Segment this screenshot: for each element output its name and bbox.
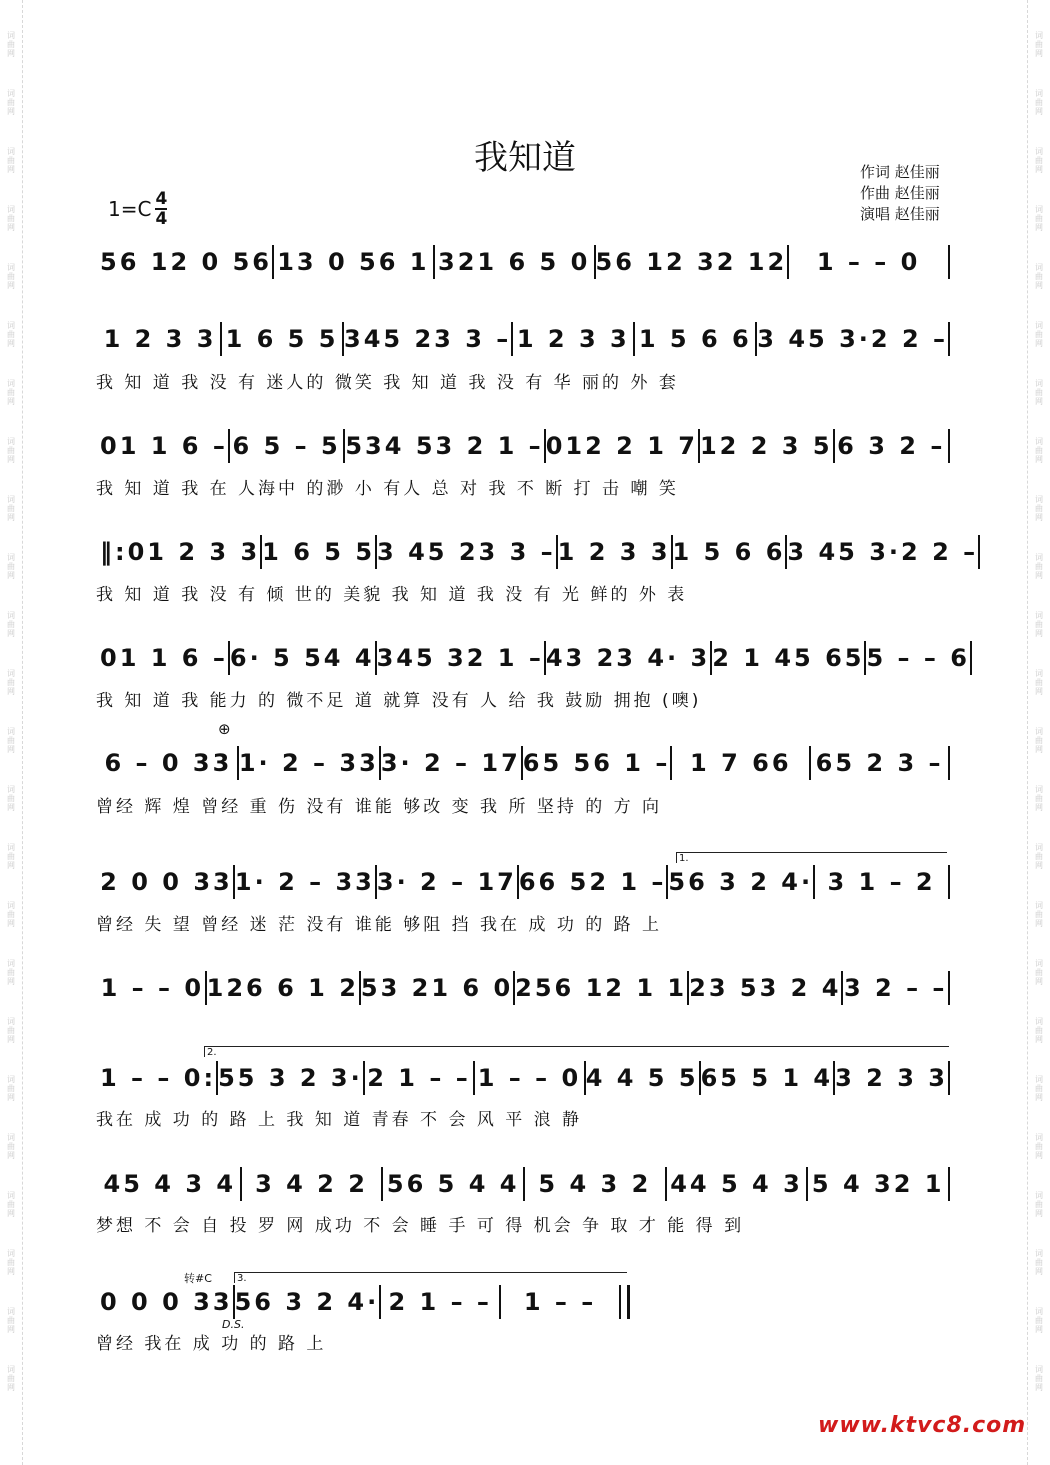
- watermark-text: 词曲网: [1034, 263, 1044, 290]
- measure: 3 45 3·2 2 –: [757, 325, 948, 353]
- barline: [948, 865, 950, 899]
- measure: 256 12 1 1: [515, 974, 688, 1002]
- watermark-text: 词曲网: [1034, 147, 1044, 174]
- volta-1: 1.: [676, 852, 947, 863]
- barline: [970, 641, 972, 675]
- measure: 1· 2 – 33: [234, 868, 375, 896]
- key-label: 1=C: [108, 197, 152, 221]
- measure: 012 2 1 7: [545, 432, 698, 460]
- watermark-text: 词曲网: [1034, 1133, 1044, 1160]
- watermark-text: 词曲网: [6, 843, 16, 870]
- staff-row: [100, 319, 950, 359]
- measure: 1 – – 0: [477, 1064, 582, 1092]
- measure: 6· 5 54 4: [229, 644, 375, 672]
- watermark-text: 词曲网: [6, 1307, 16, 1334]
- staff-row: [100, 1282, 630, 1322]
- watermark-text: 词曲网: [1034, 437, 1044, 464]
- watermark-text: 词曲网: [6, 611, 16, 638]
- barline: [948, 429, 950, 463]
- measure: 0 0 0 33: [100, 1288, 233, 1316]
- measure: 53 21 6 0: [360, 974, 514, 1002]
- watermark-text: 词曲网: [6, 901, 16, 928]
- watermark-text: 词曲网: [1034, 321, 1044, 348]
- measure: 45 4 3 4: [103, 1170, 237, 1198]
- measure: 23 53 2 4: [689, 974, 842, 1002]
- lyric-line: 曾经 失 望 曾经 迷 茫 没有 谁能 够阻 挡 我在 成 功 的 路 上: [96, 915, 663, 935]
- measure: 126 6 1 2: [206, 974, 359, 1002]
- watermark-text: 词曲网: [6, 437, 16, 464]
- measure: 43 23 4· 3: [545, 644, 711, 672]
- staff-row: [100, 638, 970, 678]
- staff-row: [100, 743, 950, 783]
- measure: 56 3 2 4·: [234, 1288, 380, 1316]
- coda-sign: ⊕: [218, 720, 231, 738]
- left-watermark-strip: [0, 0, 23, 1465]
- right-watermark-strip: [1027, 0, 1050, 1465]
- measure: 1· 2 – 33: [238, 749, 379, 777]
- barline: [948, 322, 950, 356]
- barline: [948, 746, 950, 780]
- singer-credit: 演唱 赵佳丽: [860, 205, 940, 223]
- measure: 56 5 4 4: [386, 1170, 520, 1198]
- measure: 44 5 4 3: [670, 1170, 803, 1198]
- measure: 1 – – 0:: [100, 1064, 217, 1092]
- measure: 3 2 3 3: [835, 1064, 948, 1092]
- volta-3: 3.: [234, 1272, 627, 1283]
- lyric-line: 我在 成 功 的 路 上 我 知 道 青春 不 会 风 平 浪 静: [96, 1110, 583, 1130]
- measure: 345 32 1 –: [376, 644, 544, 672]
- measure: 345 23 3 –: [344, 325, 512, 353]
- measure: 1 6 5 5: [225, 325, 339, 353]
- watermark-text: 词曲网: [1034, 727, 1044, 754]
- time-signature: [155, 190, 167, 228]
- barline: [978, 535, 980, 569]
- watermark-text: 词曲网: [1034, 901, 1044, 928]
- measure: 534 53 2 1 –: [345, 432, 544, 460]
- credits: [860, 162, 940, 225]
- measure: ‖:01 2 3 3: [100, 538, 261, 566]
- watermark-text: 词曲网: [1034, 553, 1044, 580]
- dal-segno-mark: D.S.: [222, 1318, 245, 1331]
- measure: 5 – – 6: [866, 644, 970, 672]
- watermark-text: 词曲网: [1034, 1307, 1044, 1334]
- barline: [948, 245, 950, 279]
- measure: 4 4 5 5: [585, 1064, 699, 1092]
- measure: 56 12 32 12: [595, 248, 788, 276]
- measure: 3 1 – 2: [827, 868, 936, 896]
- measure: 3 4 2 2: [255, 1170, 368, 1198]
- watermark-text: 词曲网: [1034, 1075, 1044, 1102]
- watermark-text: 词曲网: [1034, 1191, 1044, 1218]
- watermark-text: 词曲网: [1034, 1249, 1044, 1276]
- measure: 3 2 – –: [843, 974, 948, 1002]
- measure: 56 3 2 4·: [668, 868, 814, 896]
- watermark-text: 词曲网: [6, 495, 16, 522]
- measure: 1 5 6 6: [638, 325, 752, 353]
- watermark-text: 词曲网: [1034, 1017, 1044, 1044]
- barline: [948, 971, 950, 1005]
- measure: 65 2 3 –: [815, 749, 944, 777]
- barline: [619, 1285, 630, 1319]
- staff-row: [100, 532, 979, 572]
- measure: 6 5 – 5: [232, 432, 341, 460]
- measure: 01 1 6 –: [100, 432, 228, 460]
- measure: 1 6 5 5: [262, 538, 376, 566]
- measure: 2 1 – –: [388, 1288, 492, 1316]
- staff-row: [100, 862, 950, 902]
- measure: 13 0 56 1: [277, 248, 430, 276]
- lyric-line: 我 知 道 我 没 有 倾 世的 美貌 我 知 道 我 没 有 光 鲜的 外 表: [96, 585, 688, 605]
- watermark-text: 词曲网: [6, 1017, 16, 1044]
- measure: 1 2 3 3: [557, 538, 671, 566]
- watermark-text: 词曲网: [6, 147, 16, 174]
- watermark-text: 词曲网: [6, 1075, 16, 1102]
- measure: 55 3 2 3·: [218, 1064, 363, 1092]
- watermark-text: 词曲网: [6, 31, 16, 58]
- watermark-text: 词曲网: [1034, 89, 1044, 116]
- watermark-text: 词曲网: [6, 669, 16, 696]
- staff-row: [100, 968, 950, 1008]
- meter-top: 4: [155, 189, 168, 209]
- lyric-line: 曾经 辉 煌 曾经 重 伤 没有 谁能 够改 变 我 所 坚持 的 方 向: [96, 797, 663, 817]
- staff-row: [100, 1058, 950, 1098]
- staff-row: [100, 242, 950, 282]
- watermark-text: 词曲网: [6, 1249, 16, 1276]
- measure: 12 2 3 5: [699, 432, 833, 460]
- measure: 2 1 – –: [367, 1064, 471, 1092]
- watermark-text: 词曲网: [6, 553, 16, 580]
- website-watermark: www.ktvc8.com: [818, 1413, 1027, 1438]
- volta-2: 2.: [204, 1046, 949, 1057]
- watermark-text: 词曲网: [6, 959, 16, 986]
- key-signature: [108, 190, 167, 228]
- measure: 66 52 1 –: [518, 868, 667, 896]
- measure: 1 2 3 3: [516, 325, 630, 353]
- watermark-text: 词曲网: [6, 321, 16, 348]
- composer-credit: 作曲 赵佳丽: [860, 184, 940, 202]
- watermark-text: 词曲网: [6, 1133, 16, 1160]
- watermark-text: 词曲网: [6, 727, 16, 754]
- measure: 1 2 3 3: [103, 325, 217, 353]
- measure: 321 6 5 0: [438, 248, 591, 276]
- watermark-text: 词曲网: [1034, 669, 1044, 696]
- modulation-mark: 转#C: [184, 1272, 212, 1285]
- watermark-text: 词曲网: [6, 263, 16, 290]
- measure: 6 – 0 33: [104, 749, 233, 777]
- lyricist-credit: 作词 赵佳丽: [860, 163, 940, 181]
- measure: 1 – – 0: [816, 248, 921, 276]
- watermark-text: 词曲网: [1034, 785, 1044, 812]
- staff-row: [100, 426, 950, 466]
- watermark-text: 词曲网: [1034, 1365, 1044, 1392]
- watermark-text: 词曲网: [6, 379, 16, 406]
- measure: 65 5 1 4: [700, 1064, 834, 1092]
- measure: 1 – – 0: [100, 974, 205, 1002]
- measure: 3· 2 – 17: [380, 749, 521, 777]
- barline: [948, 1167, 950, 1201]
- measure: 56 12 0 56: [100, 248, 272, 276]
- lyric-line: 我 知 道 我 没 有 迷人的 微笑 我 知 道 我 没 有 华 丽的 外 套: [96, 373, 679, 393]
- watermark-text: 词曲网: [1034, 959, 1044, 986]
- lyric-line: 梦想 不 会 自 投 罗 网 成功 不 会 睡 手 可 得 机会 争 取 才 能 得 到: [96, 1216, 745, 1236]
- measure: 65 56 1 –: [522, 749, 671, 777]
- staff-row: [100, 1164, 950, 1204]
- watermark-text: 词曲网: [1034, 205, 1044, 232]
- measure: 01 1 6 –: [100, 644, 228, 672]
- watermark-text: 词曲网: [1034, 379, 1044, 406]
- measure: 5 4 3 2: [538, 1170, 652, 1198]
- song-title: 我知道: [474, 138, 576, 178]
- lyric-line: 曾经 我在 成 功 的 路 上: [96, 1334, 327, 1354]
- measure: 3· 2 – 17: [376, 868, 517, 896]
- watermark-text: 词曲网: [1034, 31, 1044, 58]
- meter-bottom: 4: [155, 209, 168, 229]
- measure: 2 0 0 33: [100, 868, 233, 896]
- measure: 1 – –: [523, 1288, 597, 1316]
- watermark-text: 词曲网: [6, 1365, 16, 1392]
- barline: [948, 1061, 950, 1095]
- measure: 1 7 66: [690, 749, 792, 777]
- watermark-text: 词曲网: [1034, 495, 1044, 522]
- measure: 6 3 2 –: [837, 432, 946, 460]
- measure: 1 5 6 6: [672, 538, 786, 566]
- measure: 2 1 45 65: [712, 644, 865, 672]
- watermark-text: 词曲网: [1034, 843, 1044, 870]
- watermark-text: 词曲网: [6, 89, 16, 116]
- measure: 3 45 3·2 2 –: [787, 538, 979, 566]
- watermark-text: 词曲网: [6, 205, 16, 232]
- lyric-line: 我 知 道 我 能力 的 微不足 道 就算 没有 人 给 我 鼓励 拥抱 (噢): [96, 691, 702, 711]
- lyric-line: 我 知 道 我 在 人海中 的渺 小 有人 总 对 我 不 断 打 击 嘲 笑: [96, 479, 679, 499]
- watermark-text: 词曲网: [6, 1191, 16, 1218]
- measure: 5 4 32 1: [811, 1170, 945, 1198]
- watermark-text: 词曲网: [6, 785, 16, 812]
- measure: 3 45 23 3 –: [377, 538, 556, 566]
- watermark-text: 词曲网: [1034, 611, 1044, 638]
